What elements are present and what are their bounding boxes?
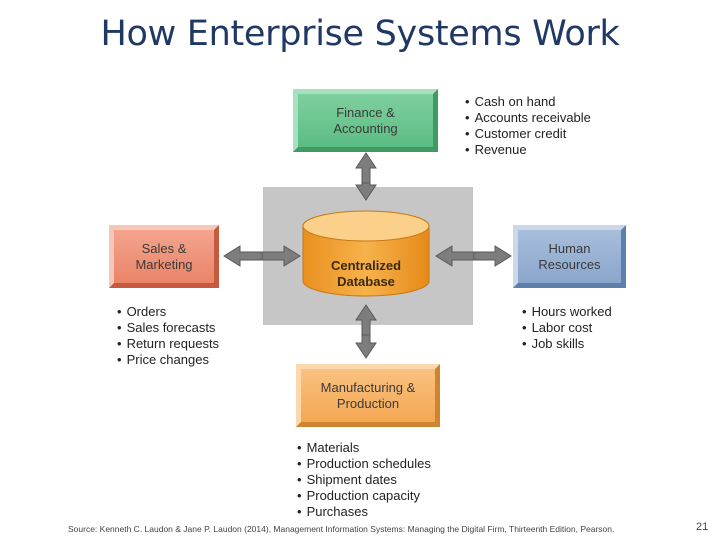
arrow-sales-database	[224, 246, 300, 266]
slide-title: How Enterprise Systems Work	[100, 14, 620, 54]
list-item: • Sales forecasts	[117, 320, 219, 336]
sales-marketing-box	[109, 225, 219, 288]
sales-label-line2: Marketing	[135, 256, 193, 272]
list-item: • Return requests	[117, 336, 219, 352]
manufacturing-label-line1: Manufacturing &	[320, 379, 416, 395]
list-item: • Labor cost	[522, 320, 612, 336]
database-label-line1: Centralized	[330, 258, 402, 273]
manufacturing-bullet-list	[297, 440, 431, 520]
list-item: • Job skills	[522, 336, 612, 352]
page-number: 21	[696, 521, 709, 533]
arrow-finance-database	[356, 153, 376, 200]
database-label	[305, 258, 427, 290]
list-item: • Revenue	[465, 142, 591, 158]
arrow-database-hr	[436, 246, 511, 266]
arrow-database-manufacturing	[356, 305, 376, 358]
human-resources-box	[513, 225, 626, 288]
list-item: • Materials	[297, 440, 431, 456]
list-item: • Hours worked	[522, 304, 612, 320]
hr-label-line2: Resources	[538, 256, 601, 272]
finance-label-line1: Finance &	[336, 104, 395, 120]
sales-label-line1: Sales &	[141, 240, 187, 256]
manufacturing-production-box	[296, 364, 440, 427]
list-item: • Accounts receivable	[465, 110, 591, 126]
list-item: • Cash on hand	[465, 94, 591, 110]
hr-bullet-list	[522, 304, 612, 352]
list-item: • Orders	[117, 304, 219, 320]
list-item: • Purchases	[297, 504, 431, 520]
database-label-line2: Database	[337, 274, 395, 289]
source-citation: Source: Kenneth C. Laudon & Jane P. Laudon (2014), Management Information Systems: Managing the Digital Firm, Thirteenth Edition, Pearson.	[68, 524, 615, 534]
hr-label-line1: Human	[548, 240, 591, 256]
list-item: • Production schedules	[297, 456, 431, 472]
manufacturing-label-line2: Production	[336, 395, 400, 411]
finance-bullet-list	[465, 94, 591, 158]
list-item: • Customer credit	[465, 126, 591, 142]
finance-accounting-box	[293, 89, 438, 152]
list-item: • Shipment dates	[297, 472, 431, 488]
finance-label-line2: Accounting	[333, 120, 398, 136]
list-item: • Price changes	[117, 352, 219, 368]
list-item: • Production capacity	[297, 488, 431, 504]
sales-bullet-list	[117, 304, 219, 368]
